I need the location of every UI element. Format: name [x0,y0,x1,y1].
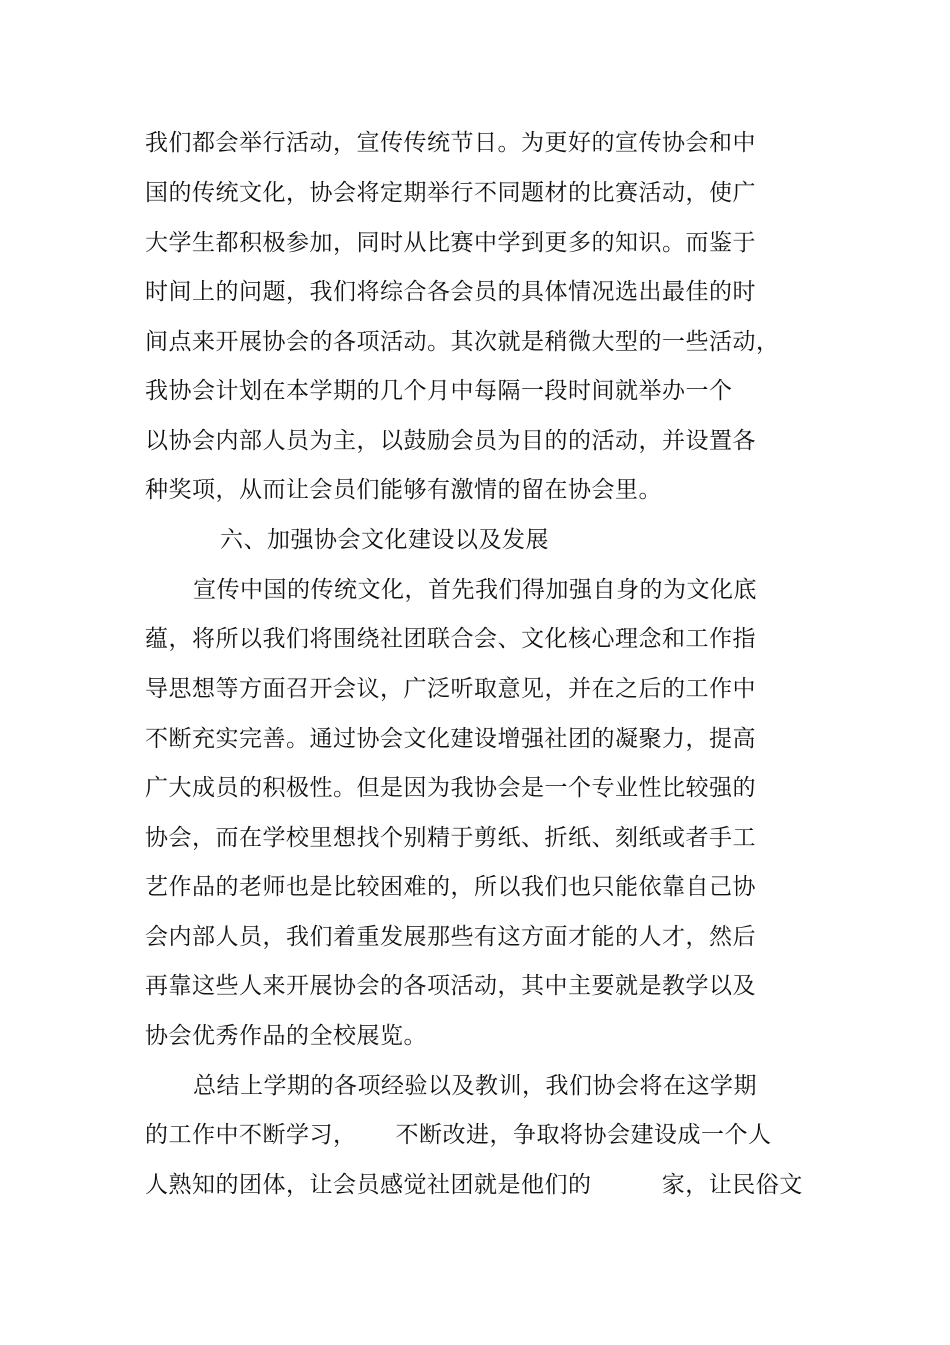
paragraph-line: 宣传中国的传统文化，首先我们得加强自身的为文化底 [193,577,757,603]
paragraph-line: 我协会计划在本学期的几个月中每隔一段时间就举办一个 [145,378,733,404]
paragraph-line: 人熟知的团体，让会员感觉社团就是他们的 家，让民俗文 [145,1172,803,1198]
paragraph-line: 大学生都积极参加，同时从比赛中学到更多的知识。而鉴于 [145,230,756,256]
paragraph-line: 总结上学期的各项经验以及教训，我们协会将在这学期 [193,1073,757,1099]
paragraph-line: 导思想等方面召开会议，广泛听取意见，并在之后的工作中 [145,676,756,702]
paragraph-line: 再靠这些人来开展协会的各项活动，其中主要就是教学以及 [145,973,756,999]
paragraph-line: 间点来开展协会的各项活动。其次就是稍微大型的一些活动， [145,329,780,355]
paragraph-line: 的工作中不断学习， 不断改进，争取将协会建设成一个人 [145,1122,772,1148]
section-heading: 六、加强协会文化建设以及发展 [220,527,549,553]
paragraph-line: 我们都会举行活动，宣传传统节日。为更好的宣传协会和中 [145,130,756,156]
paragraph-line: 会内部人员，我们着重发展那些有这方面才能的人才，然后 [145,924,756,950]
paragraph-line: 国的传统文化，协会将定期举行不同题材的比赛活动，使广 [145,180,756,206]
paragraph-line: 蕴，将所以我们将围绕社团联合会、文化核心理念和工作指 [145,626,756,652]
paragraph-line: 协会，而在学校里想找个别精于剪纸、折纸、刻纸或者手工 [145,825,756,851]
paragraph-line: 种奖项，从而让会员们能够有激情的留在协会里。 [145,477,662,503]
paragraph-line: 不断充实完善。通过协会文化建设增强社团的凝聚力，提高 [145,726,756,752]
paragraph-line: 以协会内部人员为主，以鼓励会员为目的的活动，并设置各 [145,428,756,454]
paragraph-line: 时间上的问题，我们将综合各会员的具体情况选出最佳的时 [145,279,756,305]
paragraph-line: 广大成员的积极性。但是因为我协会是一个专业性比较强的 [145,775,756,801]
paragraph-line: 艺作品的老师也是比较困难的，所以我们也只能依靠自己协 [145,874,756,900]
paragraph-line: 协会优秀作品的全校展览。 [145,1023,427,1049]
